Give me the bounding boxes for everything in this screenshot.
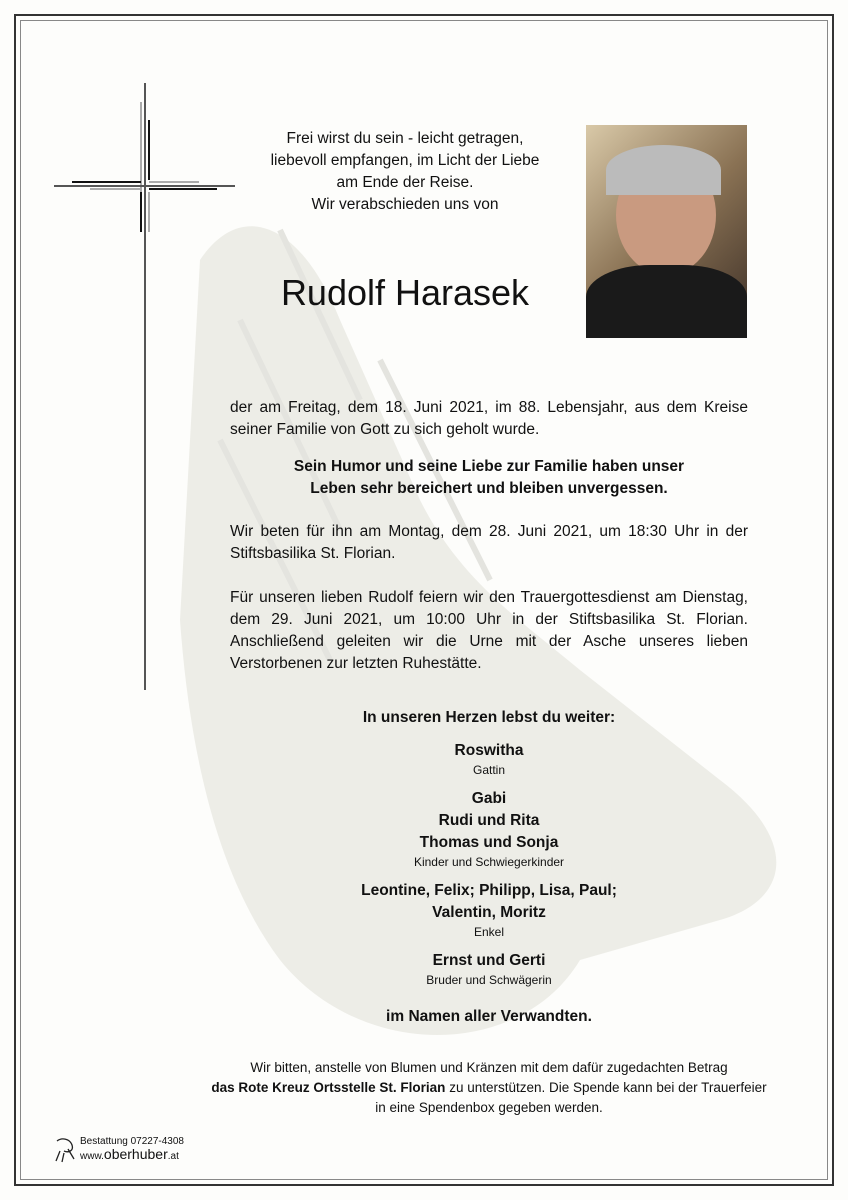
mourner-role: Enkel [473,925,505,939]
url-prefix: www. [80,1151,104,1162]
mourner-role: Gattin [472,763,505,777]
mourners-heading: In unseren Herzen lebst du weiter: [362,709,616,726]
funeral-home-logo [54,1136,184,1163]
tribute [230,456,748,500]
verse-line: am Ende der Reise. [336,174,474,191]
verse [240,128,570,216]
mourner-role: Bruder und Schwägerin [426,973,552,987]
mourner-name: Ernst und Gerti [432,952,546,969]
death-announcement: der am Freitag, dem 18. Juni 2021, im 88. Lebensjahr, aus dem Kreise seiner Familie von Gott zu sich geholt wurde. [230,399,748,438]
prayer-info: Wir beten für ihn am Montag, dem 28. Juni 2021, um 18:30 Uhr in der Stiftsbasilika St. Florian. [230,523,748,562]
deceased-name: Rudolf Harasek [280,272,530,313]
tribute-line: Sein Humor und seine Liebe zur Familie haben unser [293,458,685,475]
mourner-name: Thomas und Sonja [419,834,559,851]
mourner-name: Gabi [471,790,507,807]
funeral-home-phone: Bestattung 07227-4308 [80,1136,184,1147]
verse-line: Wir verabschieden uns von [311,196,499,213]
donation-text: Wir bitten, anstelle von Blumen und Kränzen mit dem dafür zugedachten Betrag [250,1060,728,1075]
mourner-role: Kinder und Schwiegerkinder [413,855,565,869]
mourner-name: Leontine, Felix; Philipp, Lisa, Paul; [361,882,617,899]
mourner-name: Rudi und Rita [438,812,540,829]
url-tld: .at [167,1151,179,1162]
portrait-photo [586,125,747,338]
mourners [230,707,748,1028]
donation-recipient: das Rote Kreuz Ortsstelle St. Florian [211,1080,446,1095]
tribute-line: Leben sehr bereichert und bleiben unvergessen. [310,480,668,497]
donation-request [210,1058,768,1118]
donation-text: zu unterstützen. Die Spende kann bei der Trauerfeier in eine Spendenbox gegeben werden. [375,1080,767,1115]
closing-line: im Namen aller Verwandten. [386,1008,592,1025]
url-domain: oberhuber [103,1146,168,1162]
service-info: Für unseren lieben Rudolf feiern wir den Trauergottesdienst am Dienstag, dem 29. Juni 2021, um 10:00 Uhr in der Stiftsbasilika St. Florian. Anschließend geleiten wir die Urne mit der Asche unseres lieben Verstorbenen zur letzten Ruhestätte. [230,589,748,672]
mourner-name: Valentin, Moritz [432,904,546,921]
logo-icon [54,1137,76,1163]
mourner-name: Roswitha [454,742,524,759]
verse-line: liebevoll empfangen, im Licht der Liebe [270,152,540,169]
verse-line: Frei wirst du sein - leicht getragen, [286,130,524,147]
